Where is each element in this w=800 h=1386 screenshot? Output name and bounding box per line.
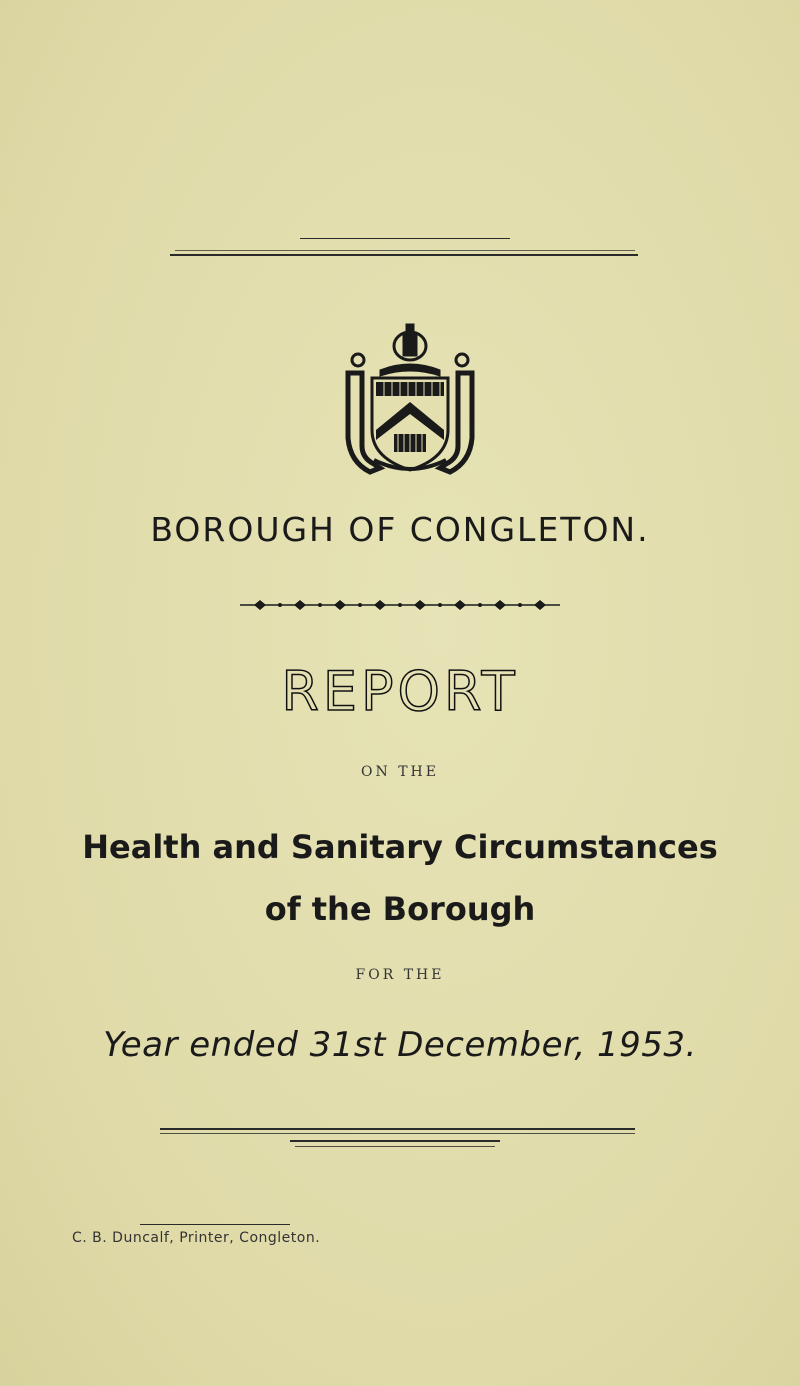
on-the-label: ON THE [361,764,439,780]
bottom-rule-1 [160,1128,635,1130]
top-rule-long [170,254,638,256]
printer-credit: C. B. Duncalf, Printer, Congleton. [72,1230,321,1246]
year-line: Year ended 31st December, 1953. [103,1025,697,1065]
subject-line-1: Health and Sanitary Circumstances [82,828,718,866]
bottom-rule-3 [290,1140,500,1142]
subject-line-2: of the Borough [264,890,536,928]
top-rule-mid [175,250,635,251]
ornamental-divider [240,598,560,612]
bottom-rule-4 [295,1146,495,1147]
top-rule-short [300,238,510,239]
borough-title: BOROUGH OF CONGLETON. [150,510,650,549]
printer-overline [140,1224,290,1225]
for-the-label: FOR THE [355,967,445,983]
report-title: REPORT [281,660,519,723]
borough-coat-of-arms-icon [340,318,480,478]
bottom-rule-2 [160,1133,635,1134]
